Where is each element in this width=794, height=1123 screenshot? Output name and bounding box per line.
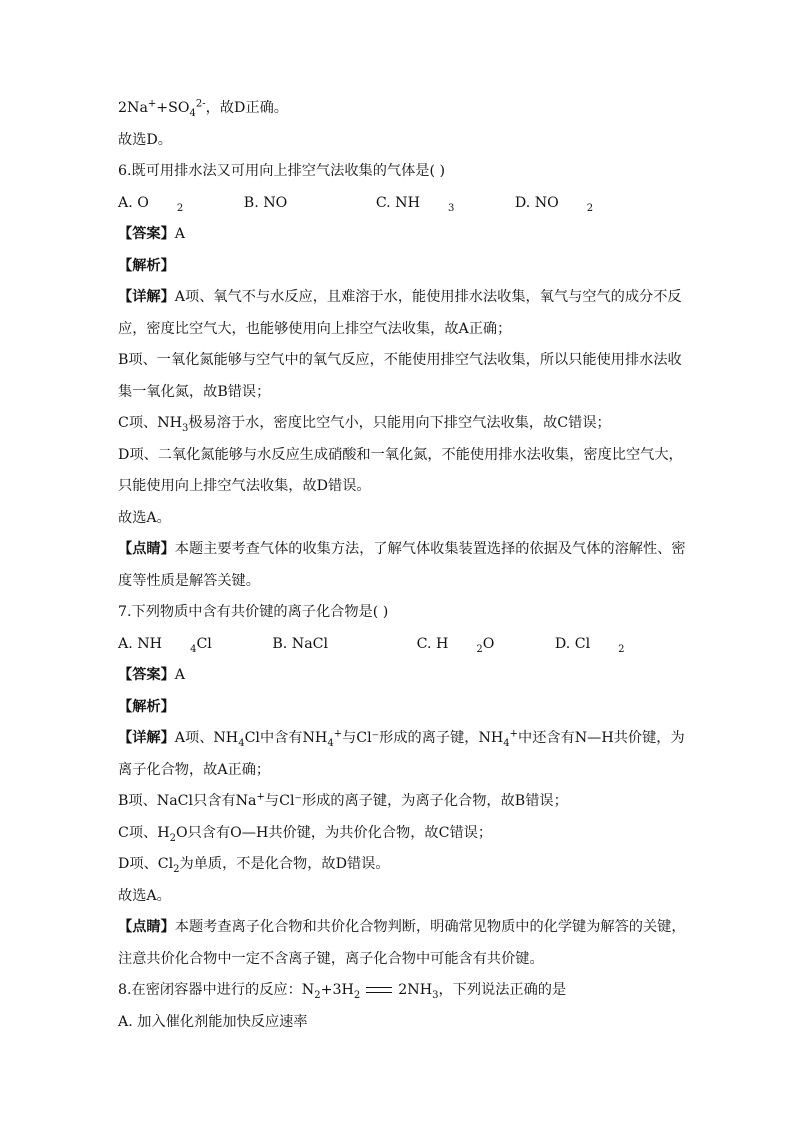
equilibrium-arrow-icon [366, 985, 392, 995]
document-page [118, 98, 686, 1043]
q7-detail-b: B项、NaCl只含有Na+与Cl⁻形成的离子键，为离子化合物，故B错误； [118, 791, 568, 809]
q6-detail-c: C项、$NH_3$极易溶于水，密度比空气小，只能用向下排空气法收集，故C错误； [118, 415, 611, 434]
q6-option-b: B. NO [243, 194, 288, 211]
q6-point1: 【点睛】本题主要考查气体的收集方法，了解气体收集装置选择的依据及气体的溶解性、密 [118, 541, 686, 557]
q6-analysis-label: 【解析】 [118, 257, 175, 274]
q7-option-d: D. Cl $_2$ [554, 635, 625, 655]
q6-option-a: A. O $_2$ [118, 194, 184, 214]
q6-stem: 6.既可用排水法又可用向上排空气法收集的气体是( ) [118, 163, 446, 179]
q7-choose: 故选A。 [118, 887, 171, 904]
q6-choose: 故选A。 [118, 509, 171, 526]
q7-option-c: C. H $_2$O [416, 635, 495, 655]
q7-option-b: B. NaCl [272, 635, 329, 652]
q7-detail-a2: 离子化合物，故A正确； [118, 761, 271, 778]
q7-point1: 【点睛】本题考查离子化合物和共价化合物判断，明确常见物质中的化学键为解答的关键， [118, 919, 686, 935]
q7-point2: 注意共价化合物中一定不含离子键，离子化合物中可能含有共价键。 [118, 950, 544, 967]
q7-detail-a1: 【详解】A项、$NH_4Cl$中含有$NH_4^+$与Cl⁻形成的离子键，$NH_4^+$中还含有N—H共价键，为 [118, 728, 685, 749]
q7-detail-d: D项、$Cl_2$为单质，不是化合物，故D错误。 [118, 856, 390, 875]
q6-detail-b1: B项、一氧化氮能够与空气中的氧气反应，不能使用排空气法收集，所以只能使用排水法收 [118, 352, 682, 368]
q6-answer: 【答案】A [118, 226, 186, 242]
q6-detail-a1: 【详解】A项、氧气不与水反应，且难溶于水，能使用排水法收集，氧气与空气的成分不反 [118, 289, 682, 305]
q5-choose: 故选D。 [118, 131, 172, 148]
q6-option-d: D. NO $_2$ [514, 194, 594, 214]
q6-detail-a2: 应，密度比空气大，也能够使用向上排空气法收集，故A正确； [118, 320, 512, 337]
q6-options [118, 193, 678, 213]
q6-point2: 度等性质是解答关键。 [118, 572, 260, 589]
q7-stem: 7.下列物质中含有共价键的离子化合物是( ) [118, 604, 389, 620]
q7-options [118, 634, 678, 654]
q7-option-a: A. NH $_4$Cl [118, 635, 212, 655]
q5-tail-line: $2Na^++SO_4^{2-}$，故D正确。 [118, 98, 288, 119]
q7-answer: 【答案】A [118, 667, 186, 683]
q7-analysis-label: 【解析】 [118, 698, 175, 715]
q8-option-a: A. 加入催化剂能加快反应速率 [118, 1013, 308, 1030]
q8-stem: 8.在密闭容器中进行的反应：$N_2+3H_2$ $2NH_3$，下列说法正确的是 [118, 982, 567, 1001]
q6-detail-d2: 只能使用向上排空气法收集，故D错误。 [118, 478, 371, 494]
q6-detail-b2: 集一氧化氮，故B错误； [118, 383, 271, 400]
q7-detail-c: C项、$H_2O$只含有O—H共价键，为共价化合物，故C错误； [118, 824, 493, 844]
q6-detail-d1: D项、二氧化氮能够与水反应生成硝酸和一氧化氮，不能使用排水法收集，密度比空气大， [118, 446, 683, 463]
q6-option-c: C. NH $_3$ [375, 194, 455, 214]
